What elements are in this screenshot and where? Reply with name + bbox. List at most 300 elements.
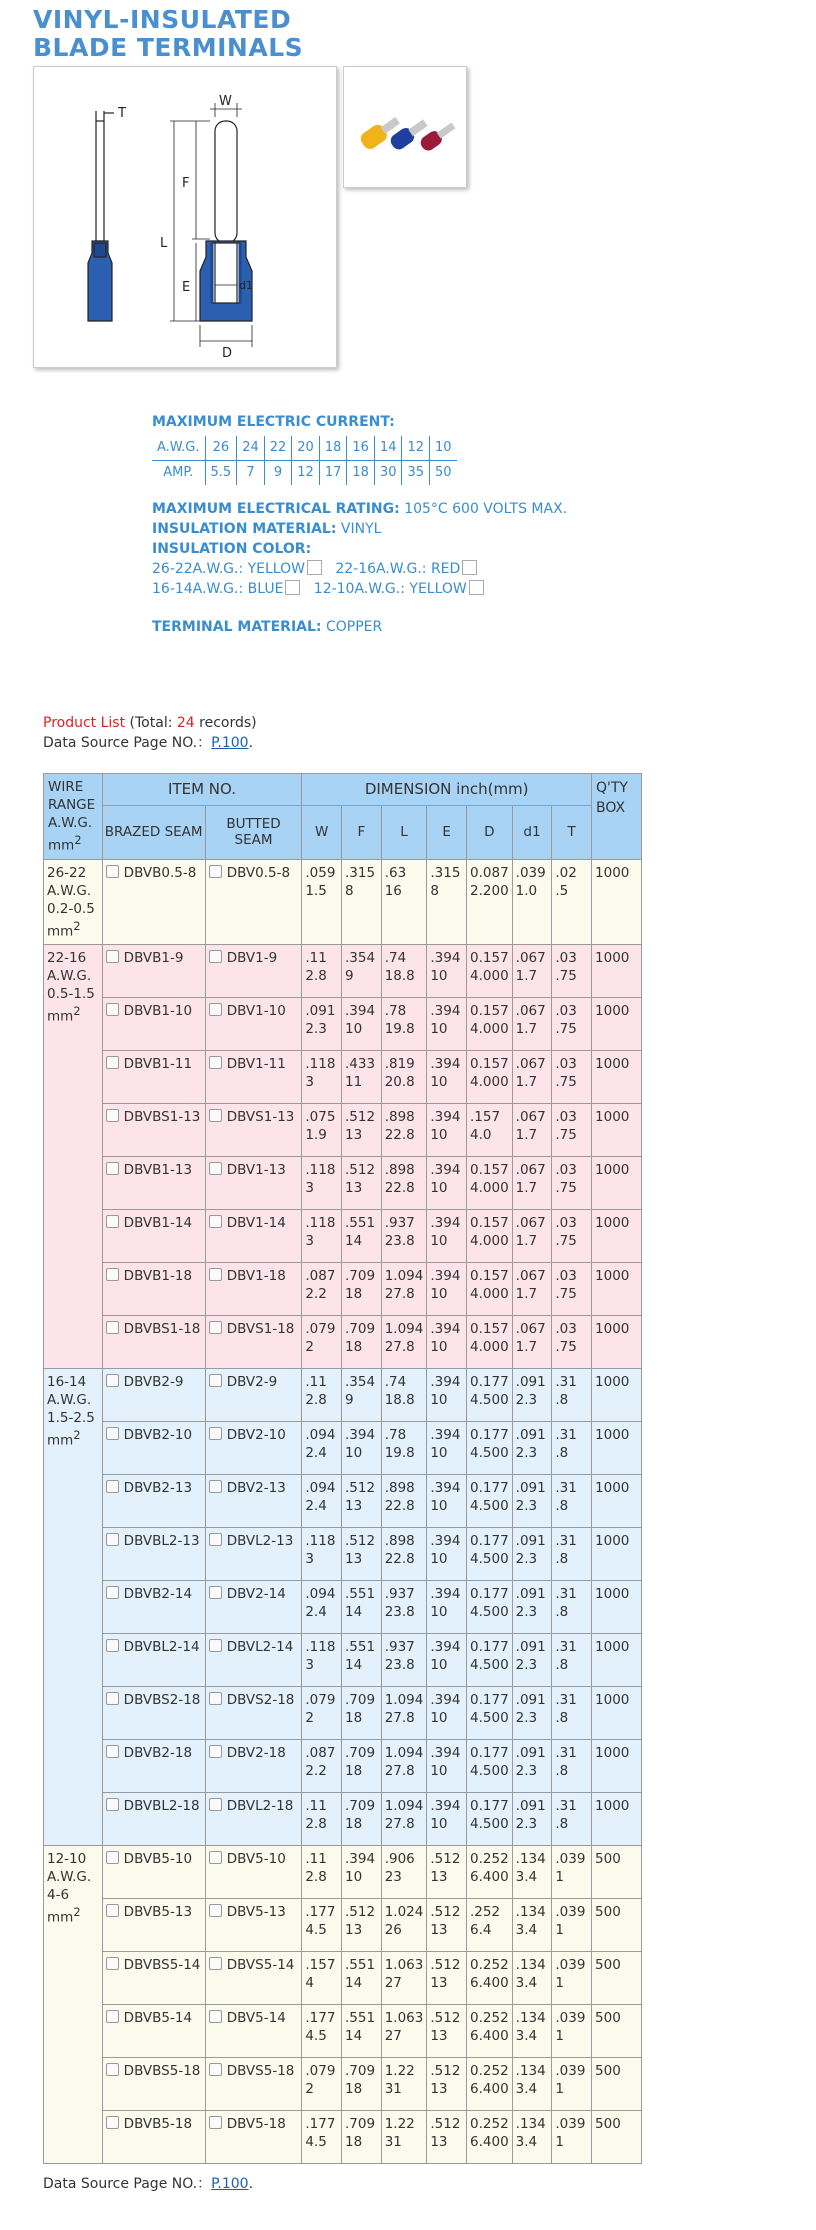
dim-inch: .315: [430, 864, 461, 881]
item-checkbox[interactable]: [209, 1692, 222, 1705]
dim-d-cell: [467, 1952, 513, 2005]
dim-inch: .091: [515, 1639, 546, 1655]
dim-mm: 1: [555, 2134, 564, 2150]
dim-mm: .75: [555, 1339, 577, 1355]
dim-mm: 4: [305, 1975, 314, 1991]
dim-mm: 22.8: [384, 1551, 415, 1567]
dim-l-cell: [381, 1369, 427, 1422]
dim-mm: 23.8: [384, 1233, 415, 1249]
title-line-1: VINYL-INSULATED: [33, 5, 292, 34]
dim-inch: .709: [345, 1745, 376, 1761]
footer-source-link[interactable]: P.100: [211, 2176, 249, 2192]
dim-inch: .02: [555, 864, 577, 881]
dim-mm: 1.7: [515, 1021, 538, 1037]
dim-inch: .394: [430, 1692, 461, 1708]
item-checkbox[interactable]: [209, 950, 222, 963]
dim-inch: .512: [430, 1851, 461, 1867]
dim-e-cell: [427, 1740, 467, 1793]
item-checkbox[interactable]: [106, 1745, 119, 1758]
butted-item-cell: [205, 1475, 302, 1528]
dim-inch: .709: [345, 2116, 376, 2132]
item-checkbox[interactable]: [209, 1321, 222, 1334]
dim-mm: 1.7: [515, 968, 538, 984]
dim-w-cell: [302, 1157, 342, 1210]
dim-d-cell: [467, 1316, 513, 1369]
item-checkbox[interactable]: [209, 1003, 222, 1016]
dim-mm: 6.4: [470, 1922, 492, 1938]
brazed-item-no: DBVB2-18: [123, 1745, 193, 1761]
dim-l-cell: [381, 1581, 427, 1634]
rating-value: 105°C 600 VOLTS MAX.: [404, 501, 568, 517]
th-item-no: ITEM NO.: [102, 774, 302, 806]
brazed-item-no: DBVBS1-13: [123, 1109, 201, 1125]
th-qty: Q'TY BOX: [592, 774, 642, 860]
color-checkbox[interactable]: [462, 560, 477, 575]
item-checkbox[interactable]: [106, 1268, 119, 1281]
dim-d1-cell: [512, 1528, 552, 1581]
item-checkbox[interactable]: [106, 950, 119, 963]
dim-inch: .709: [345, 2063, 376, 2079]
dim-d-cell: [467, 998, 513, 1051]
item-checkbox[interactable]: [106, 1692, 119, 1705]
dim-mm: 10: [430, 1551, 448, 1567]
dim-inch: .394: [430, 1586, 461, 1602]
color-line-1: [152, 559, 567, 579]
awg-cell: 14: [374, 436, 402, 461]
butted-item-no: DBV0.5-8: [226, 864, 291, 881]
dim-w-cell: [302, 1634, 342, 1687]
item-checkbox[interactable]: [209, 1851, 222, 1864]
awg-cell: 22: [264, 436, 292, 461]
qty-cell: 1000: [592, 1581, 642, 1634]
item-checkbox[interactable]: [106, 2010, 119, 2023]
dim-mm: 14: [345, 1975, 363, 1991]
brazed-item-cell: [102, 1369, 205, 1422]
footer: [43, 2173, 253, 2193]
amp-row: [152, 461, 457, 486]
dim-d1-cell: [512, 1634, 552, 1687]
dim-w-cell: [302, 1316, 342, 1369]
dim-t-cell: [552, 1157, 592, 1210]
dim-inch: .394: [430, 950, 461, 966]
dim-mm: 10: [430, 1021, 448, 1037]
dim-w-cell: [302, 998, 342, 1051]
dim-inch: .394: [430, 1480, 461, 1496]
awg-cell: 10: [430, 436, 457, 461]
dim-t-cell: [552, 1899, 592, 1952]
terminal-material-label: TERMINAL MATERIAL:: [152, 619, 322, 635]
qty-cell: 1000: [592, 1528, 642, 1581]
dim-mm: 13: [345, 1922, 363, 1938]
table-row: [44, 1793, 642, 1846]
dim-f-cell: [342, 1952, 382, 2005]
item-checkbox[interactable]: [209, 2116, 222, 2129]
dim-mm: 10: [430, 1127, 448, 1143]
dim-d1-cell: [512, 1104, 552, 1157]
dim-mm: 10: [430, 1604, 448, 1620]
qty-cell: 1000: [592, 1475, 642, 1528]
source-label: Data Source Page NO.：: [43, 735, 212, 751]
dim-mm: 31: [384, 2081, 402, 2097]
qty-cell: 1000: [592, 1210, 642, 1263]
dim-mm: 10: [345, 1445, 363, 1461]
dim-mm: 18: [345, 2134, 363, 2150]
item-checkbox[interactable]: [106, 1533, 119, 1546]
dim-inch: .11: [305, 1851, 327, 1867]
dim-mm: 6.400: [470, 1975, 509, 1991]
dim-inch: .091: [515, 1745, 546, 1761]
dim-inch: .709: [345, 1321, 376, 1337]
dim-mm: 4.5: [305, 2028, 327, 2044]
dim-mm: 23.8: [384, 1657, 415, 1673]
dim-mm: 10: [430, 1339, 448, 1355]
amp-cell: AMP.: [152, 461, 205, 486]
butted-item-cell: [205, 1157, 302, 1210]
dim-mm: 27.8: [384, 1286, 415, 1302]
dim-mm: 22.8: [384, 1498, 415, 1514]
th-dim-t: T: [552, 805, 592, 859]
item-checkbox[interactable]: [106, 1851, 119, 1864]
dim-mm: .8: [555, 1551, 569, 1567]
item-checkbox[interactable]: [209, 1427, 222, 1440]
qty-cell: 500: [592, 2111, 642, 2164]
dim-mm: 8: [345, 882, 354, 899]
brazed-item-no: DBVB2-14: [123, 1586, 193, 1602]
item-checkbox[interactable]: [106, 1056, 119, 1069]
dim-mm: 3.4: [515, 1869, 538, 1885]
butted-item-cell: [205, 1740, 302, 1793]
dim-mm: 2.8: [305, 1869, 327, 1885]
dim-inch: 0.157: [470, 950, 509, 966]
dim-inch: .394: [345, 1851, 376, 1867]
item-checkbox[interactable]: [106, 1957, 119, 1970]
wire-range-text: 12-10 A.W.G. 4-6 mm: [47, 1851, 92, 1926]
dim-mm: 14: [345, 2028, 363, 2044]
dim-w-cell: [302, 1051, 342, 1104]
item-checkbox[interactable]: [106, 2063, 119, 2076]
dim-inch: .03: [555, 1215, 577, 1231]
dim-e-cell: [427, 1581, 467, 1634]
item-checkbox[interactable]: [106, 1798, 119, 1811]
dim-mm: 1.9: [305, 1127, 327, 1143]
color-checkbox[interactable]: [469, 580, 484, 595]
dim-inch: .11: [305, 950, 327, 966]
item-checkbox[interactable]: [209, 1533, 222, 1546]
wire-range-sup: 2: [73, 1005, 81, 1018]
dim-mm: 16: [384, 882, 402, 899]
dim-mm: 2.8: [305, 1816, 327, 1832]
item-checkbox[interactable]: [209, 1586, 222, 1599]
butted-item-no: DBVS1-18: [226, 1321, 295, 1337]
butted-item-no: DBV1-11: [226, 1056, 286, 1072]
dim-mm: 2.2: [305, 1286, 327, 1302]
item-checkbox[interactable]: [106, 1321, 119, 1334]
label-d1: d1: [239, 279, 253, 292]
dim-mm: 4.500: [470, 1604, 509, 1620]
dim-mm: 6.400: [470, 2134, 509, 2150]
dim-inch: .177: [305, 2116, 336, 2132]
item-checkbox[interactable]: [209, 2010, 222, 2023]
item-checkbox[interactable]: [106, 1904, 119, 1917]
butted-item-no: DBV1-10: [226, 1003, 286, 1019]
color-checkbox[interactable]: [307, 560, 322, 575]
brazed-item-cell: [102, 1051, 205, 1104]
brazed-item-no: DBVBS2-18: [123, 1692, 201, 1708]
dim-mm: 19.8: [384, 1445, 415, 1461]
dim-f-cell: [342, 859, 382, 945]
dim-inch: .067: [515, 1215, 546, 1231]
wire-range-cell: [44, 1369, 103, 1846]
item-checkbox[interactable]: [106, 1003, 119, 1016]
brazed-item-cell: [102, 998, 205, 1051]
color-checkbox[interactable]: [285, 580, 300, 595]
label-D: D: [222, 346, 233, 361]
table-row: [44, 1899, 642, 1952]
dim-inch: .31: [555, 1533, 577, 1549]
dim-e-cell: [427, 1634, 467, 1687]
item-checkbox[interactable]: [209, 1374, 222, 1387]
brazed-item-no: DBVBL2-14: [123, 1639, 200, 1655]
dim-mm: 10: [430, 1710, 448, 1726]
item-checkbox[interactable]: [106, 1109, 119, 1122]
amp-cell: 17: [319, 461, 347, 486]
dim-mm: 2.3: [515, 1392, 538, 1408]
table-row: [44, 1581, 642, 1634]
item-checkbox[interactable]: [209, 1056, 222, 1069]
item-checkbox[interactable]: [106, 865, 119, 878]
table-row: [44, 1634, 642, 1687]
dim-w-cell: [302, 1210, 342, 1263]
dim-w-cell: [302, 1475, 342, 1528]
dim-inch: .11: [305, 1798, 327, 1814]
item-checkbox[interactable]: [106, 1215, 119, 1228]
dim-inch: .709: [345, 1268, 376, 1284]
dim-e-cell: [427, 1210, 467, 1263]
dim-mm: 22.8: [384, 1180, 415, 1196]
dim-inch: .075: [305, 1109, 336, 1125]
dim-mm: .8: [555, 1816, 569, 1832]
wire-range-text: 16-14 A.W.G. 1.5-2.5 mm: [47, 1374, 95, 1449]
dim-mm: 2: [305, 1339, 314, 1355]
item-checkbox[interactable]: [106, 1427, 119, 1440]
dim-inch: 1.094: [384, 1692, 424, 1708]
dim-mm: 18: [345, 1816, 363, 1832]
dim-inch: .039: [555, 1904, 586, 1920]
dim-mm: 4.5: [305, 2134, 327, 2150]
dim-inch: .091: [515, 1427, 546, 1443]
item-checkbox[interactable]: [209, 1957, 222, 1970]
dim-f-cell: [342, 1422, 382, 1475]
butted-item-cell: [205, 1634, 302, 1687]
wire-range-sup: 2: [73, 1906, 81, 1919]
dim-f-cell: [342, 1316, 382, 1369]
label-L: L: [160, 236, 168, 251]
dim-inch: .551: [345, 2010, 376, 2026]
dim-l-cell: [381, 2058, 427, 2111]
dim-mm: 1.7: [515, 1127, 538, 1143]
item-checkbox[interactable]: [106, 1480, 119, 1493]
butted-item-cell: [205, 859, 302, 945]
dim-mm: 11: [345, 1074, 363, 1090]
dim-d-cell: [467, 1051, 513, 1104]
item-checkbox[interactable]: [209, 1639, 222, 1652]
dim-mm: 4.000: [470, 1074, 509, 1090]
qty-cell: 500: [592, 1846, 642, 1899]
dim-mm: 13: [345, 1127, 363, 1143]
butted-item-no: DBV5-13: [226, 1904, 286, 1920]
brazed-item-no: DBVB1-13: [123, 1162, 193, 1178]
dim-inch: .091: [515, 1798, 546, 1814]
dim-inch: .31: [555, 1427, 577, 1443]
dim-mm: 2.2: [305, 1763, 327, 1779]
dim-inch: .512: [345, 1162, 376, 1178]
total-prefix: (Total:: [129, 715, 177, 731]
item-checkbox[interactable]: [209, 1904, 222, 1917]
item-checkbox[interactable]: [209, 1798, 222, 1811]
dim-inch: 0.177: [470, 1798, 509, 1814]
dim-t-cell: [552, 945, 592, 998]
dim-inch: .394: [430, 1321, 461, 1337]
butted-item-cell: [205, 998, 302, 1051]
dim-mm: 4.000: [470, 1180, 509, 1196]
dim-mm: 13: [430, 2028, 448, 2044]
dim-mm: 1.7: [515, 1074, 538, 1090]
dim-mm: 2.4: [305, 1498, 327, 1514]
dim-inch: .03: [555, 1003, 577, 1019]
item-checkbox[interactable]: [106, 1639, 119, 1652]
qty-cell: 1000: [592, 1740, 642, 1793]
source-page-link[interactable]: P.100: [211, 735, 249, 751]
table-row: [44, 1316, 642, 1369]
dim-inch: .091: [515, 1533, 546, 1549]
butted-item-cell: [205, 1051, 302, 1104]
brazed-item-cell: [102, 1157, 205, 1210]
brazed-item-cell: [102, 1581, 205, 1634]
table-row: [44, 1051, 642, 1104]
dim-mm: .75: [555, 1286, 577, 1302]
dim-mm: 4.500: [470, 1763, 509, 1779]
dim-w-cell: [302, 1846, 342, 1899]
table-row: [44, 1369, 642, 1422]
dim-mm: 1: [555, 2081, 564, 2097]
item-checkbox[interactable]: [106, 1162, 119, 1175]
qty-cell: 1000: [592, 1687, 642, 1740]
dim-inch: .937: [384, 1215, 415, 1231]
label-T: T: [118, 106, 126, 121]
dim-l-cell: [381, 1899, 427, 1952]
dim-e-cell: [427, 859, 467, 945]
dim-inch: .03: [555, 950, 577, 966]
item-checkbox[interactable]: [209, 1109, 222, 1122]
dim-f-cell: [342, 2005, 382, 2058]
dim-inch: .157: [470, 1109, 501, 1125]
dim-inch: .134: [515, 2010, 546, 2026]
ins-material-line: [152, 519, 567, 539]
rating-line: [152, 499, 567, 519]
dim-mm: 18: [345, 1286, 363, 1302]
item-checkbox[interactable]: [209, 2063, 222, 2076]
butted-item-cell: [205, 1581, 302, 1634]
dim-d-cell: [467, 1846, 513, 1899]
dim-inch: .31: [555, 1586, 577, 1602]
brazed-item-cell: [102, 2058, 205, 2111]
dim-mm: 27.8: [384, 1339, 415, 1355]
dim-mm: 27.8: [384, 1710, 415, 1726]
dim-mm: .75: [555, 1180, 577, 1196]
item-checkbox[interactable]: [106, 2116, 119, 2129]
dim-mm: .8: [555, 1604, 569, 1620]
dim-mm: 3.4: [515, 1975, 538, 1991]
dim-mm: 26: [384, 1922, 402, 1938]
dim-mm: 18.8: [384, 968, 415, 984]
butted-item-no: DBVS1-13: [226, 1109, 295, 1125]
dim-mm: 3: [305, 1657, 314, 1673]
dim-d-cell: [467, 1263, 513, 1316]
dim-inch: 0.177: [470, 1639, 509, 1655]
awg-cell: 20: [292, 436, 320, 461]
dim-t-cell: [552, 2005, 592, 2058]
item-checkbox[interactable]: [209, 1215, 222, 1228]
qty-cell: 1000: [592, 945, 642, 998]
dim-inch: .03: [555, 1056, 577, 1072]
dim-inch: .551: [345, 1639, 376, 1655]
dim-e-cell: [427, 945, 467, 998]
qty-cell: 1000: [592, 1316, 642, 1369]
dim-inch: .079: [305, 1692, 336, 1708]
dim-t-cell: [552, 1793, 592, 1846]
item-checkbox[interactable]: [209, 1162, 222, 1175]
dim-e-cell: [427, 2005, 467, 2058]
table-row: [44, 1210, 642, 1263]
dim-mm: .8: [555, 1445, 569, 1461]
item-checkbox[interactable]: [106, 1586, 119, 1599]
item-checkbox[interactable]: [106, 1374, 119, 1387]
item-checkbox[interactable]: [209, 865, 222, 878]
dim-inch: .394: [430, 1215, 461, 1231]
brazed-item-no: DBVB2-9: [123, 1374, 184, 1390]
dim-w-cell: [302, 1422, 342, 1475]
item-checkbox[interactable]: [209, 1480, 222, 1493]
wire-range-cell: [44, 1846, 103, 2164]
dim-mm: 23.8: [384, 1604, 415, 1620]
brazed-item-cell: [102, 1793, 205, 1846]
dim-f-cell: [342, 2058, 382, 2111]
butted-item-cell: [205, 1422, 302, 1475]
dim-l-cell: [381, 1846, 427, 1899]
dim-mm: 2.3: [305, 1021, 327, 1037]
label-F: F: [182, 176, 190, 191]
dim-inch: .067: [515, 1321, 546, 1337]
dim-inch: .118: [305, 1162, 336, 1178]
dim-mm: 10: [430, 1392, 448, 1408]
dim-inch: 1.094: [384, 1321, 424, 1337]
dim-w-cell: [302, 1793, 342, 1846]
item-checkbox[interactable]: [209, 1745, 222, 1758]
brazed-item-cell: [102, 945, 205, 998]
dim-mm: 18.8: [384, 1392, 415, 1408]
dim-d-cell: [467, 1210, 513, 1263]
brazed-item-cell: [102, 1475, 205, 1528]
dim-inch: .74: [384, 1374, 407, 1390]
dim-inch: .03: [555, 1321, 577, 1337]
item-checkbox[interactable]: [209, 1268, 222, 1281]
butted-item-no: DBV2-10: [226, 1427, 286, 1443]
dim-l-cell: [381, 998, 427, 1051]
dim-mm: 10: [430, 1180, 448, 1196]
dim-mm: 4.000: [470, 968, 509, 984]
dim-inch: .63: [384, 864, 407, 881]
wire-range-text: 26-22 A.W.G. 0.2-0.5 mm: [47, 864, 95, 939]
